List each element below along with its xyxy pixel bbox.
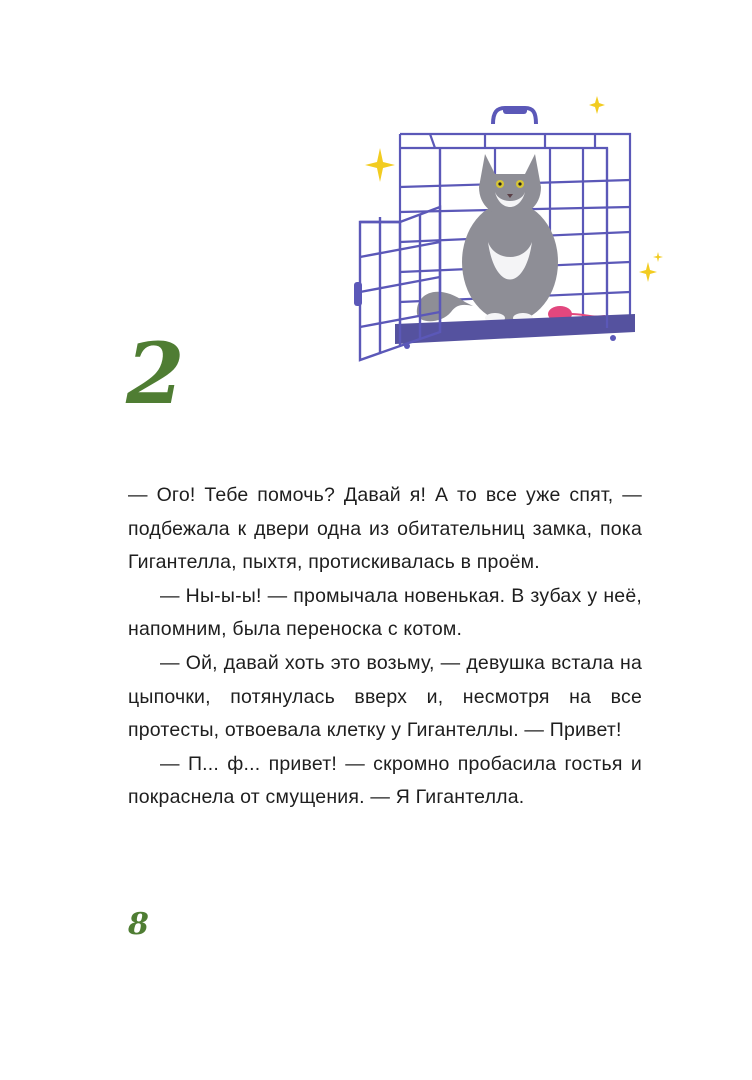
chapter-number: 2	[126, 324, 185, 423]
chapter-text	[128, 479, 642, 815]
paragraph: — Ны-ы-ы! — промычала новенькая. В зубах у неё, напомним, была переноска с котом.	[128, 584, 642, 641]
cat-in-cage-illustration	[345, 92, 675, 362]
paragraph: — Ой, давай хоть это возьму, — девушка встала на цыпочки, потянулась вверх и, несмотря на все протесты, отвоевала клетку у Гигантеллы. — Привет!	[128, 651, 642, 742]
cat-in-cage-icon	[345, 92, 675, 362]
paragraph: — Ого! Тебе помочь? Давай я! А то все уже спят, — подбежала к двери одна из обитательниц замка, пока Гигантелла, пыхтя, протискивалась в проём.	[128, 484, 642, 574]
page-number: 8	[128, 907, 149, 942]
cage-door	[360, 207, 440, 360]
paragraph: — П... ф... привет! — скромно пробасила гостья и покраснела от смущения. — Я Гигантелла.	[128, 752, 642, 809]
